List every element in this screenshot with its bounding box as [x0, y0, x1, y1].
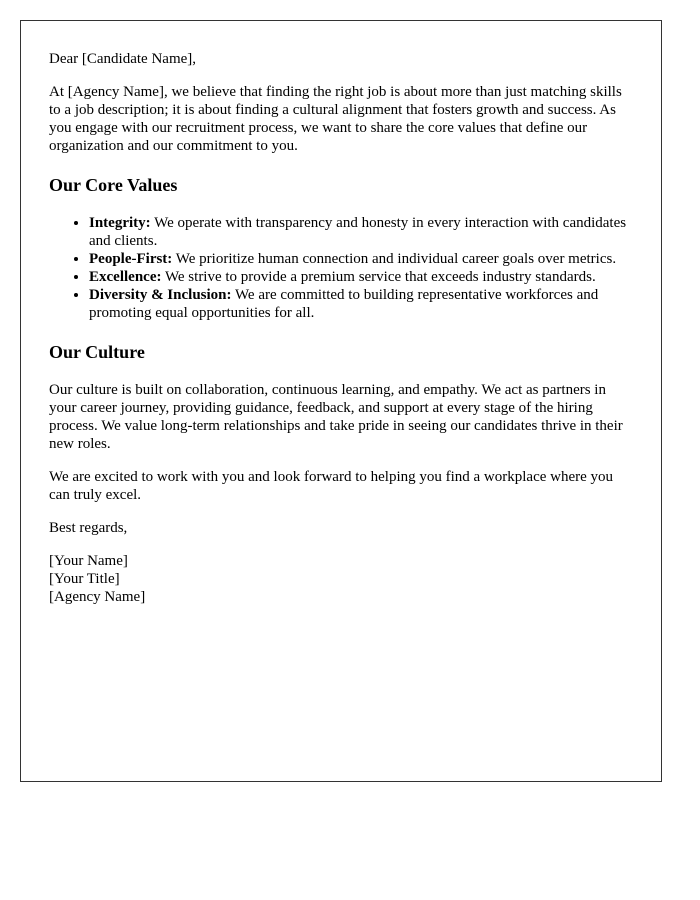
- signature-name: [Your Name]: [49, 553, 128, 569]
- list-item: [89, 286, 633, 322]
- value-text: We prioritize human connection and individual career goals over metrics.: [172, 251, 617, 267]
- list-item: [89, 250, 633, 268]
- signature-agency: [Agency Name]: [49, 589, 146, 605]
- value-text: We operate with transparency and honesty in every interaction with candidates and clients.: [89, 215, 627, 249]
- core-values-heading: Our Core Values: [49, 175, 178, 195]
- signature-block: [49, 552, 633, 606]
- list-item: [89, 268, 633, 286]
- value-text: We strive to provide a premium service that exceeds industry standards.: [161, 269, 596, 285]
- core-values-list: [49, 214, 633, 322]
- intro-paragraph: At [Agency Name], we believe that finding the right job is about more than just matching skills to a job description; it is about finding a cultural alignment that fosters growth and success. As you engage with our recruitment process, we want to share the core values that define our organization and our commitment to you.: [49, 84, 622, 154]
- value-term: Diversity & Inclusion:: [89, 287, 232, 303]
- greeting: Dear [Candidate Name],: [49, 51, 197, 67]
- list-item: [89, 214, 633, 250]
- value-text: We are committed to building representative workforces and promoting equal opportunities for all.: [89, 287, 599, 321]
- signoff: Best regards,: [49, 520, 128, 536]
- value-term: Integrity:: [89, 215, 151, 231]
- culture-paragraph: Our culture is built on collaboration, continuous learning, and empathy. We act as partners in your career journey, providing guidance, feedback, and support at every stage of the hiring process. We value long-term relationships and take pride in seeing our candidates thrive in their new roles.: [49, 382, 623, 452]
- signature-title: [Your Title]: [49, 571, 120, 587]
- culture-heading: Our Culture: [49, 342, 145, 362]
- letter: [20, 20, 662, 782]
- closing-paragraph: We are excited to work with you and look forward to helping you find a workplace where you can truly excel.: [49, 469, 614, 503]
- value-term: People-First:: [89, 251, 173, 267]
- value-term: Excellence:: [89, 269, 162, 285]
